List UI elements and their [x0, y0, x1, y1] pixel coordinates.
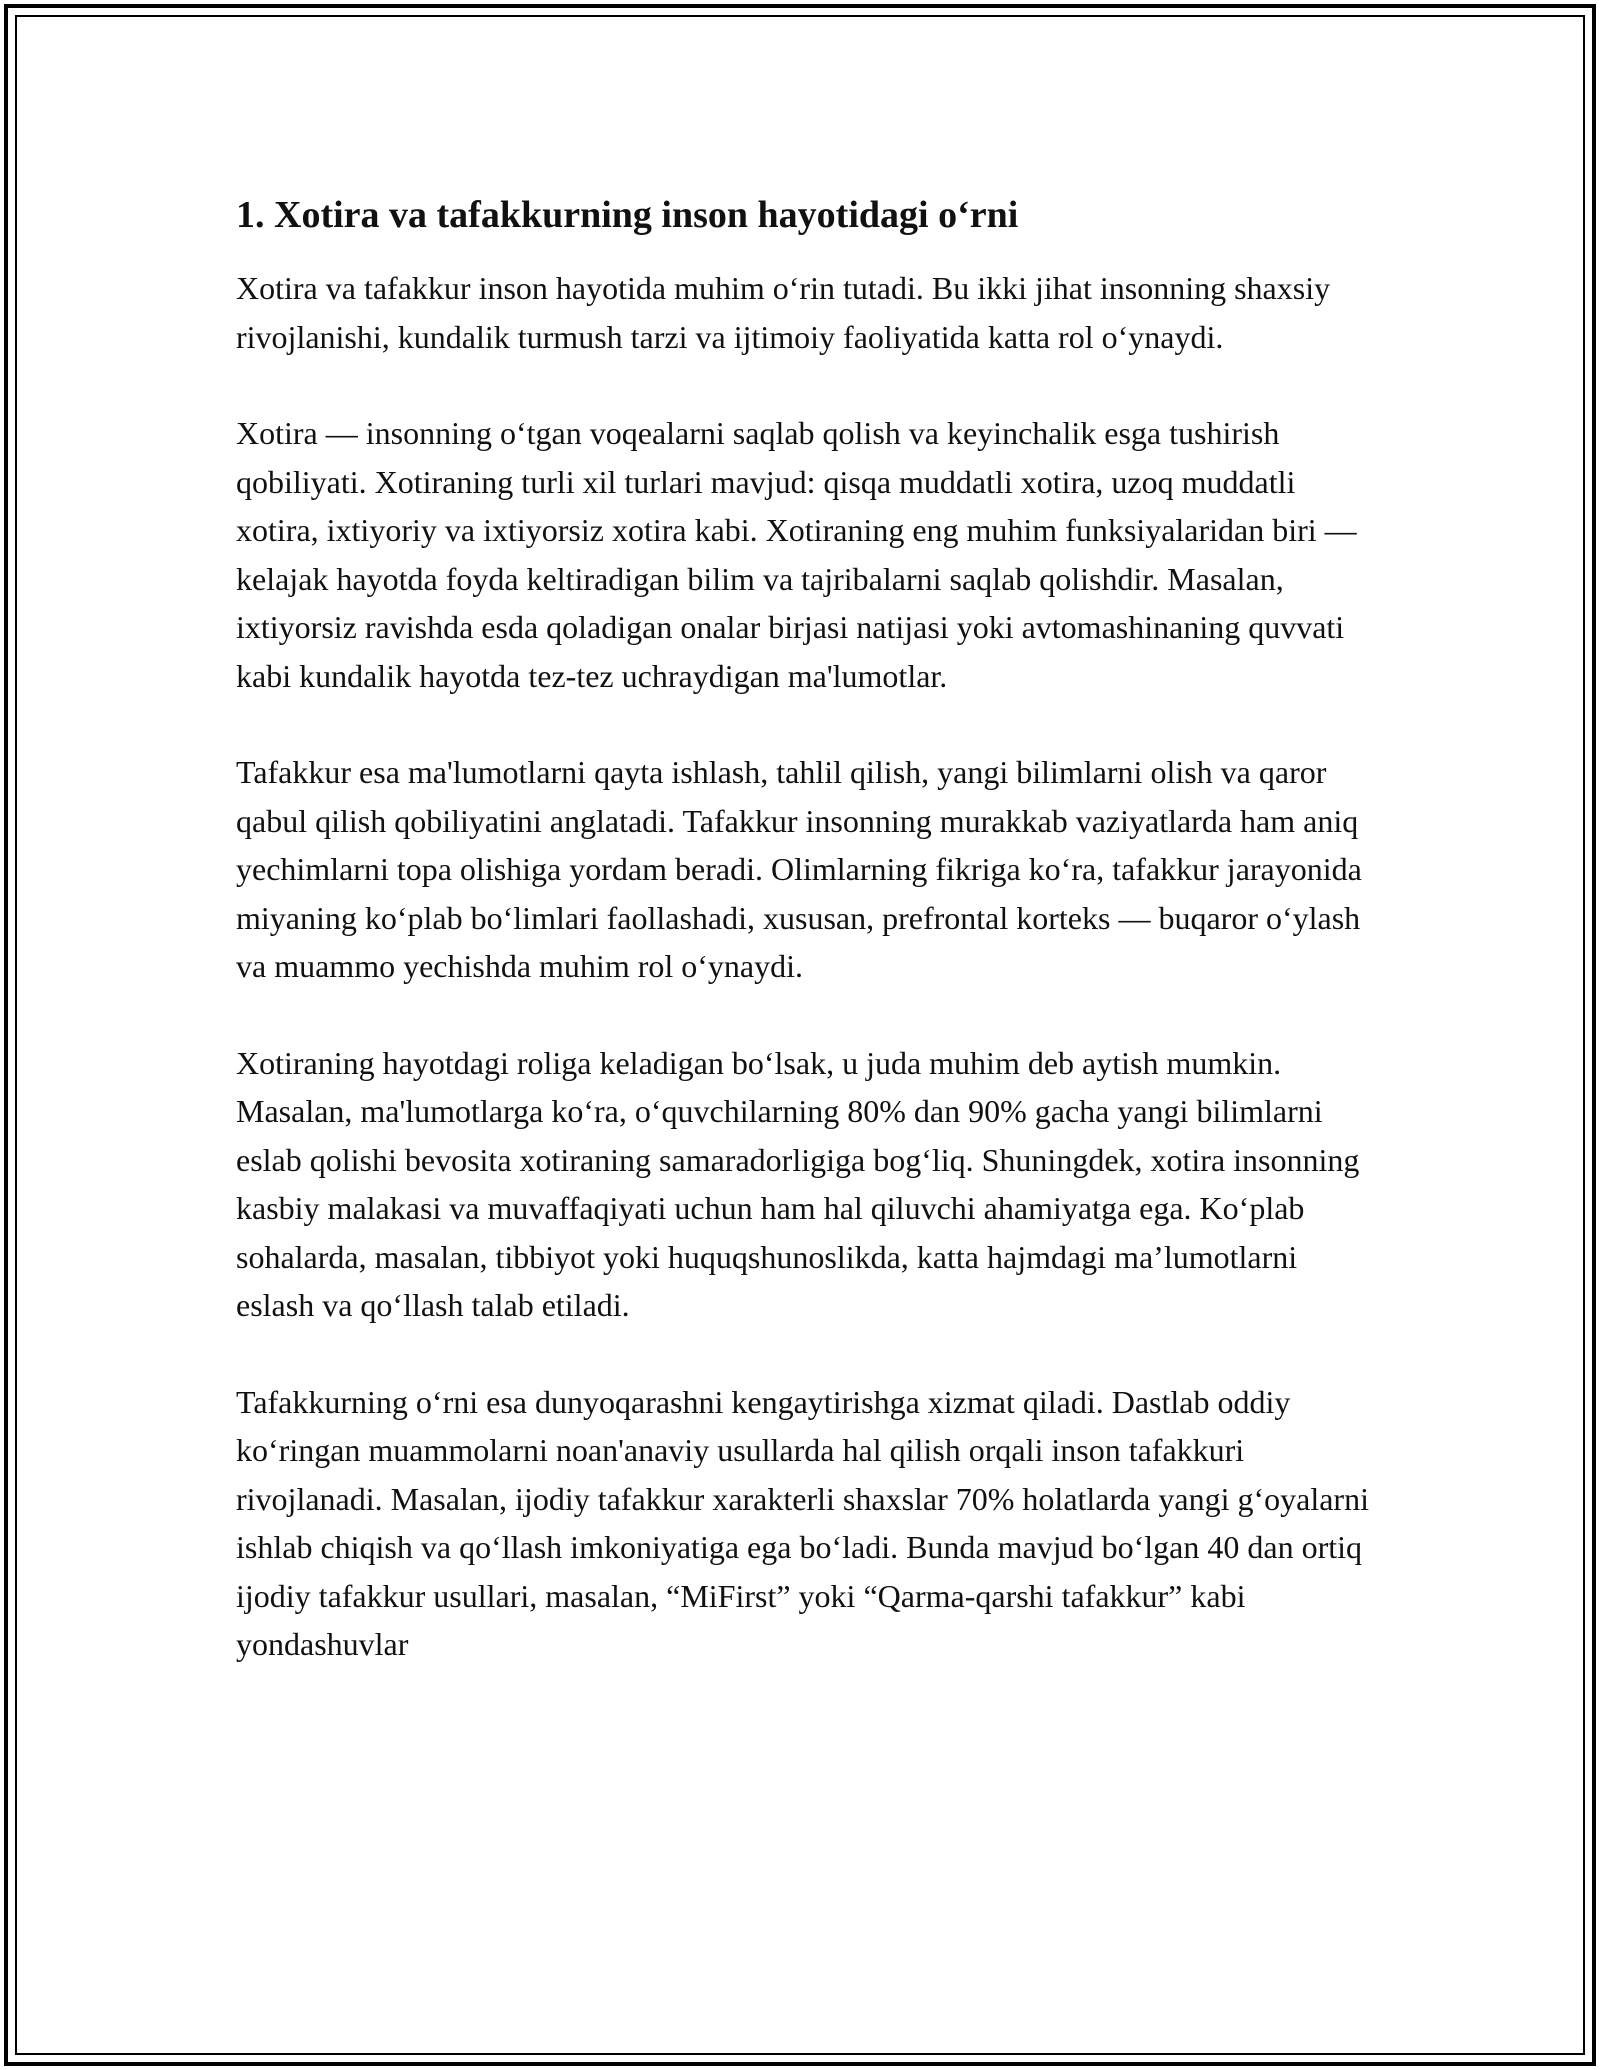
paragraph-thinking-role: Tafakkurning o‘rni esa dunyoqarashni kengaytirishga xizmat qiladi. Dastlab oddiy ko‘ringan muammolarni noan'anaviy usullarda hal qilish orqali inson tafakkuri rivojlanadi. Masalan, ijodiy tafakkur xarakterli shaxslar 70% holatlarda yangi g‘oyalarni ishlab chiqish va qo‘llash imkoniyatiga ega bo‘ladi. Bunda mavjud bo‘lgan 40 dan ortiq ijodiy tafakkur usullari, masalan, “MiFirst” yoki “Qarma-qarshi tafakkur” kabi yondashuvlar [236, 1383, 1369, 1662]
paragraph-memory-role: Xotiraning hayotdagi roliga keladigan bo‘lsak, u juda muhim deb aytish mumkin. Masalan, ma'lumotlarga ko‘ra, o‘quvchilarning 80% dan 90% gacha yangi bilimlarni eslab qolishi bevosita xotiraning samaradorligiga bog‘liq. Shuningdek, xotira insonning kasbiy malakasi va muvaffaqiyati uchun ham hal qiluvchi ahamiyatga ega. Ko‘plab sohalarda, masalan, tibbiyot yoki huquqshunoslikda, katta hajmdagi ma’lumotlarni eslash va qo‘llash talab etiladi. [236, 1044, 1360, 1323]
paragraph-intro: Xotira va tafakkur inson hayotida muhim o‘rin tutadi. Bu ikki jihat insonning shaxsiy rivojlanishi, kundalik turmush tarzi va ijtimoiy faoliyatida katta rol o‘ynaydi. [236, 270, 1331, 355]
paragraph-thinking: Tafakkur esa ma'lumotlarni qayta ishlash, tahlil qilish, yangi bilimlarni olish va qaror qabul qilish qobiliyatini anglatadi. Tafakkur insonning murakkab vaziyatlarda ham aniq yechimlarni topa olishiga yordam beradi. Olimlarning fikriga ko‘ra, tafakkur jarayonida miyaning ko‘plab bo‘limlari faollashadi, xususan, prefrontal korteks — buqaror o‘ylash va muammo yechishda muhim rol o‘ynaydi. [236, 754, 1362, 984]
section-heading: 1. Xotira va tafakkurning inson hayotidagi o‘rni [236, 194, 1019, 236]
paragraph-memory: Xotira — insonning o‘tgan voqealarni saqlab qolish va keyinchalik esga tushirish qobiliyati. Xotiraning turli xil turlari mavjud: qisqa muddatli xotira, uzoq muddatli xotira, ixtiyoriy va ixtiyorsiz xotira kabi. Xotiraning eng muhim funksiyalaridan biri — kelajak hayotda foyda keltiradigan bilim va tajribalarni saqlab qolishdir. Masalan, ixtiyorsiz ravishda esda qoladigan onalar birjasi natijasi yoki avtomashinaning quvvati kabi kundalik hayotda tez-tez uchraydigan ma'lumotlar. [236, 415, 1357, 694]
document-body [236, 188, 1376, 1717]
